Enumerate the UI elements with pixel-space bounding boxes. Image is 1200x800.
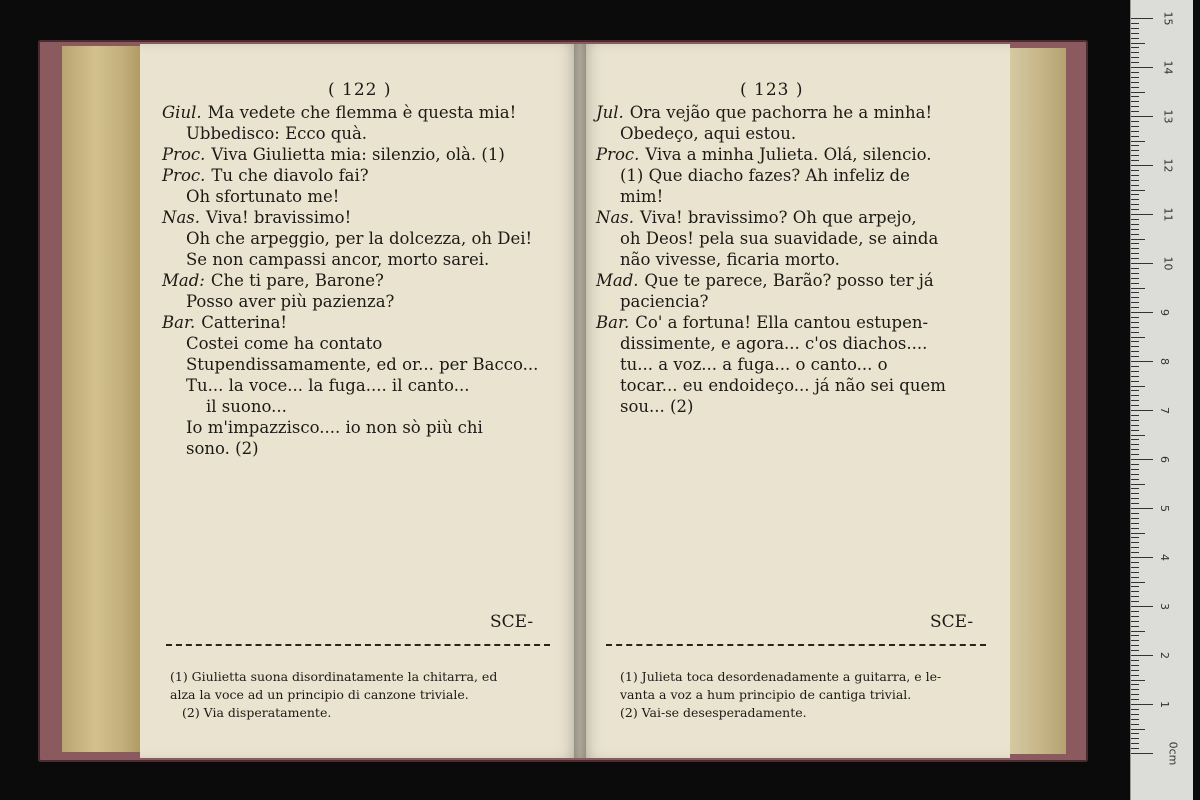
text-line [162,228,572,249]
line-text: mim! [620,187,664,206]
speaker-name: Proc. [162,145,206,164]
left-page [140,44,580,758]
ruler-label: 8 [1158,358,1171,365]
ruler-tick [1131,709,1139,710]
text-line [162,375,572,396]
line-text: Viva Giulietta mia: silenzio, olà. (1) [211,145,505,164]
page-number: ( 122 ) [328,80,392,100]
ruler-tick [1131,547,1139,548]
ruler-tick [1131,488,1139,489]
ruler-tick [1131,680,1145,681]
ruler-tick [1131,410,1153,411]
ruler-tick [1131,72,1139,73]
line-text: Se non campassi ancor, morto sarei. [186,250,490,269]
speaker-name: Bar. [162,313,196,332]
text-line [162,186,572,207]
line-text: Viva! bravissimo! [206,208,352,227]
ruler-tick [1131,469,1139,470]
ruler-tick [1131,253,1139,254]
ruler-tick [1131,484,1145,485]
ruler-tick [1131,199,1139,200]
line-text: Costei come ha contato [186,334,383,353]
ruler-tick [1131,635,1139,636]
ruler-label: 11 [1161,207,1175,222]
ruler-label: 6 [1158,456,1171,463]
footnote-rule [166,644,550,646]
ruler-tick [1131,533,1145,534]
ruler-tick [1131,150,1139,151]
ruler-label: 12 [1161,158,1175,173]
ruler-tick [1131,479,1139,480]
catchword: SCE- [930,612,974,632]
ruler-tick [1131,523,1139,524]
ruler-tick [1131,327,1139,328]
ruler-tick [1131,351,1139,352]
line-text: (1) Que diacho fazes? Ah infeliz de [620,166,910,185]
ruler-tick [1131,229,1139,230]
ruler-tick [1131,341,1139,342]
ruler-tick [1131,43,1145,44]
line-text: Oh che arpeggio, per la dolcezza, oh Dei! [186,229,533,248]
ruler-label: 14 [1161,60,1175,75]
ruler-tick [1131,312,1153,313]
ruler-tick [1131,670,1139,671]
ruler-tick [1131,449,1139,450]
ruler-tick [1131,582,1145,583]
ruler-label: 10 [1161,256,1175,271]
book-gutter [574,44,586,758]
ruler-tick [1131,92,1145,93]
ruler-tick [1131,239,1145,240]
speaker-name: Giul. [162,103,202,122]
ruler-tick [1131,170,1139,171]
ruler-tick [1131,371,1139,372]
text-line [162,144,572,165]
line-text: Catterina! [201,313,288,332]
line-text: Ma vedete che flemma è questa mia! [207,103,517,122]
ruler-label: 9 [1158,309,1171,316]
ruler-tick [1131,655,1153,656]
ruler-tick [1131,390,1139,391]
ruler-tick [1131,557,1153,558]
ruler-tick [1131,243,1139,244]
text-line [162,123,572,144]
ruler-tick [1131,459,1153,460]
footnote-line: (2) Via disperatamente. [182,705,332,720]
ruler-tick [1131,263,1153,264]
ruler-tick [1131,322,1139,323]
line-text: Io m'impazzisco.... io non sò più chi [186,418,483,437]
text-line [596,291,996,312]
line-text: Co' a fortuna! Ella cantou estupen- [635,313,929,332]
footnote-line: (1) Julieta toca desordenadamente a guitarra, e le- [620,669,942,684]
ruler-tick [1131,87,1139,88]
footnote-rule [606,644,986,646]
text-line [162,165,572,186]
page-block-right-edge [1004,48,1066,754]
ruler-label: 1 [1158,701,1171,708]
ruler-tick [1131,288,1145,289]
ruler-tick [1131,518,1139,519]
page-text [162,102,572,459]
ruler-tick [1131,268,1139,269]
ruler-tick [1131,204,1139,205]
line-text: Viva! bravissimo? Oh que arpejo, [640,208,917,227]
ruler-tick [1131,317,1139,318]
text-line [596,144,996,165]
ruler-tick [1131,616,1139,617]
line-text: Ubbedisco: Ecco quà. [186,124,368,143]
footnotes [620,668,990,722]
ruler-tick [1131,126,1139,127]
line-text: Tu che diavolo fai? [211,166,369,185]
speaker-name: Bar. [596,313,630,332]
right-page [580,44,1010,758]
text-line [596,270,996,291]
line-text: Tu... la voce... la fuga.... il canto... [186,376,470,395]
text-line [596,396,996,417]
text-line [596,354,996,375]
footnotes [170,668,560,722]
ruler-tick [1131,47,1139,48]
ruler-tick [1131,542,1139,543]
ruler-tick [1131,273,1139,274]
text-line [162,291,572,312]
ruler-tick [1131,67,1153,68]
ruler-tick [1131,297,1139,298]
ruler-tick [1131,214,1153,215]
text-line [596,333,996,354]
page-number: ( 123 ) [740,80,804,100]
line-text: Stupendissamamente, ed or... per Bacco... [186,355,539,374]
speaker-name: Proc. [162,166,206,185]
ruler-tick [1131,337,1145,338]
text-line [162,207,572,228]
ruler-tick [1131,234,1139,235]
ruler-tick [1131,675,1139,676]
text-line [596,375,996,396]
ruler-tick [1131,82,1139,83]
ruler-tick [1131,631,1145,632]
ruler-tick [1131,101,1139,102]
ruler-tick [1131,175,1139,176]
ruler-tick [1131,689,1139,690]
ruler-tick [1131,415,1139,416]
ruler-tick [1131,733,1139,734]
speaker-name: Jul. [596,103,624,122]
ruler-tick [1131,111,1139,112]
ruler-tick [1131,361,1153,362]
text-line [162,249,572,270]
ruler-tick [1131,307,1139,308]
ruler-tick [1131,738,1139,739]
ruler-tick [1131,180,1139,181]
catchword: SCE- [490,612,534,632]
ruler-tick [1131,684,1139,685]
text-line [162,270,572,291]
ruler-tick [1131,719,1139,720]
ruler-tick [1131,729,1145,730]
text-line [162,417,572,438]
ruler-tick [1131,332,1139,333]
line-text: tocar... eu endoideço... já não sei quem [620,376,946,395]
line-text: Ora vejão que pachorra he a minha! [629,103,933,122]
footnote-line: (1) Giulietta suona disordinatamente la chitarra, ed [170,669,498,684]
ruler-tick [1131,356,1139,357]
footnote-line: vanta a voz a hum principio de cantiga trivial. [620,687,912,702]
ruler-tick [1131,155,1139,156]
ruler-tick [1131,586,1139,587]
ruler-tick [1131,381,1139,382]
ruler-tick [1131,145,1139,146]
ruler-tick [1131,116,1153,117]
line-text: sou... (2) [620,397,694,416]
ruler-tick [1131,596,1139,597]
ruler-tick [1131,577,1139,578]
ruler-tick [1131,219,1139,220]
ruler-tick [1131,665,1139,666]
ruler-tick [1131,190,1145,191]
ruler-tick [1131,131,1139,132]
ruler-tick [1131,136,1139,137]
ruler-tick [1131,185,1139,186]
ruler-tick [1131,552,1139,553]
text-line [596,165,996,186]
ruler-tick [1131,160,1139,161]
ruler-tick [1131,439,1139,440]
ruler-tick [1131,562,1139,563]
line-text: dissimente, e agora... c'os diachos.... [620,334,928,353]
line-text: Oh sfortunato me! [186,187,340,206]
ruler-tick [1131,283,1139,284]
ruler-tick [1131,258,1139,259]
ruler-tick [1131,474,1139,475]
speaker-name: Proc. [596,145,640,164]
ruler-label: 0cm [1166,741,1180,766]
line-text: Che ti pare, Barone? [210,271,384,290]
ruler-tick [1131,278,1139,279]
ruler-tick [1131,346,1139,347]
measurement-ruler [1130,0,1193,800]
ruler-tick [1131,366,1139,367]
ruler-tick [1131,420,1139,421]
line-text: paciencia? [620,292,709,311]
ruler-tick [1131,626,1139,627]
ruler-tick [1131,508,1153,509]
text-line [162,354,572,375]
text-line [162,333,572,354]
ruler-tick [1131,660,1139,661]
ruler-tick [1131,302,1139,303]
text-line [596,207,996,228]
line-text: Obedeço, aqui estou. [620,124,797,143]
ruler-tick [1131,77,1139,78]
ruler-tick [1131,62,1139,63]
speaker-name: Mad: [162,271,205,290]
line-text: Que te parece, Barão? posso ter já [644,271,934,290]
ruler-tick [1131,704,1153,705]
ruler-tick [1131,454,1139,455]
ruler-tick [1131,528,1139,529]
ruler-tick [1131,28,1139,29]
ruler-tick [1131,650,1139,651]
text-line [162,102,572,123]
speaker-name: Nas. [162,208,200,227]
ruler-tick [1131,724,1139,725]
ruler-tick [1131,743,1139,744]
ruler-tick [1131,464,1139,465]
line-text: sono. (2) [186,439,259,458]
ruler-tick [1131,224,1139,225]
ruler-tick [1131,165,1153,166]
line-text: Posso aver più pazienza? [186,292,395,311]
ruler-tick [1131,513,1139,514]
speaker-name: Nas. [596,208,634,227]
text-line [596,102,996,123]
ruler-tick [1131,640,1139,641]
line-text: oh Deos! pela sua suavidade, se ainda [620,229,939,248]
ruler-label: 4 [1158,554,1171,561]
ruler-tick [1131,537,1139,538]
ruler-tick [1131,395,1139,396]
ruler-tick [1131,106,1139,107]
ruler-tick [1131,694,1139,695]
text-line [596,123,996,144]
ruler-label: 7 [1158,407,1171,414]
footnote-line: alza la voce ad un principio di canzone triviale. [170,687,469,702]
text-line [596,228,996,249]
ruler-tick [1131,753,1153,754]
ruler-tick [1131,601,1139,602]
ruler-tick [1131,714,1139,715]
ruler-tick [1131,611,1139,612]
ruler-tick [1131,572,1139,573]
ruler-tick [1131,430,1139,431]
ruler-tick [1131,121,1139,122]
ruler-tick [1131,444,1139,445]
text-line [596,249,996,270]
ruler-label: 13 [1161,109,1175,124]
ruler-tick [1131,52,1139,53]
line-text: não vivesse, ficaria morto. [620,250,840,269]
text-line [596,186,996,207]
ruler-tick [1131,748,1139,749]
ruler-tick [1131,493,1139,494]
ruler-tick [1131,141,1145,142]
ruler-tick [1131,699,1139,700]
ruler-tick [1131,248,1139,249]
ruler-tick [1131,606,1153,607]
ruler-tick [1131,498,1139,499]
ruler-label: 15 [1161,11,1175,26]
line-text: il suono... [206,397,287,416]
text-line [162,438,572,459]
page-text [596,102,996,417]
ruler-tick [1131,503,1139,504]
text-line [162,396,572,417]
ruler-tick [1131,425,1139,426]
line-text: tu... a voz... a fuga... o canto... o [620,355,888,374]
ruler-tick [1131,57,1139,58]
ruler-tick [1131,405,1139,406]
ruler-tick [1131,194,1139,195]
text-line [162,312,572,333]
ruler-tick [1131,645,1139,646]
text-line [596,312,996,333]
footnote-line: (2) Vai-se desesperadamente. [620,705,807,720]
line-text: Viva a minha Julieta. Olá, silencio. [645,145,932,164]
ruler-tick [1131,435,1145,436]
ruler-tick [1131,209,1139,210]
ruler-tick [1131,376,1139,377]
ruler-tick [1131,23,1139,24]
ruler-tick [1131,386,1145,387]
page-block-left-edge [62,46,146,752]
ruler-label: 5 [1158,505,1171,512]
ruler-tick [1131,591,1139,592]
ruler-label: 2 [1158,652,1171,659]
ruler-tick [1131,621,1139,622]
ruler-label: 3 [1158,603,1171,610]
ruler-tick [1131,96,1139,97]
ruler-tick [1131,400,1139,401]
ruler-tick [1131,567,1139,568]
ruler-tick [1131,38,1139,39]
ruler-tick [1131,18,1153,19]
speaker-name: Mad. [596,271,639,290]
ruler-tick [1131,33,1139,34]
ruler-tick [1131,292,1139,293]
